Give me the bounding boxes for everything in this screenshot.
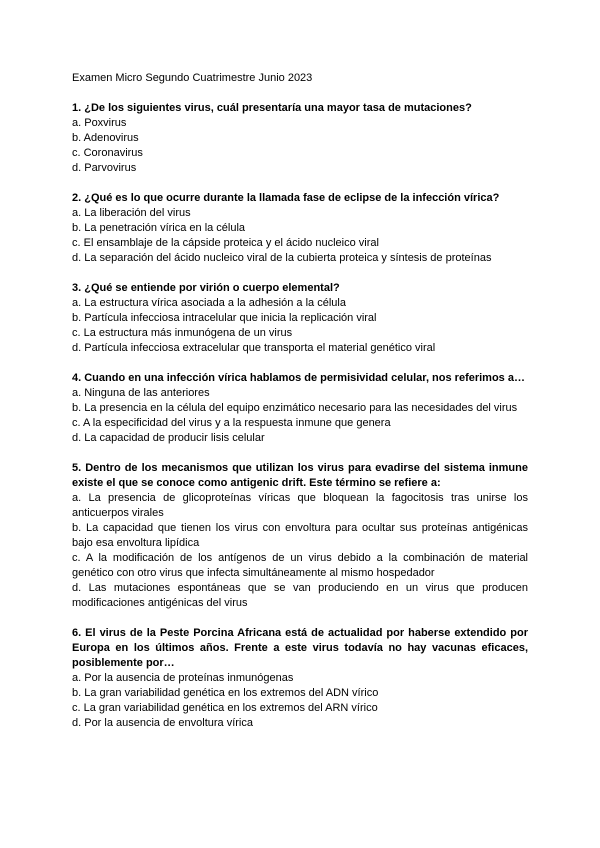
question-2 (72, 191, 528, 266)
option-a: a. Poxvirus (72, 117, 127, 129)
option-b: b. La capacidad que tienen los virus con envoltura para ocultar sus proteínas antigénicas bajo esa envoltura lipídica (72, 522, 528, 549)
option-d: d. Partícula infecciosa extracelular que transporta el material genético viral (72, 342, 436, 354)
question-text: 2. ¿Qué es lo que ocurre durante la llamada fase de eclipse de la infección vírica? (72, 192, 500, 204)
option-c: c. Coronavirus (72, 147, 143, 159)
option-c: c. A la modificación de los antígenos de un virus debido a la combinación de material genético con otro virus que infecta simultáneamente al mismo hospedador (72, 552, 528, 579)
option-a: a. La liberación del virus (72, 207, 191, 219)
option-c: c. La gran variabilidad genética en los extremos del ARN vírico (72, 702, 378, 714)
question-4 (72, 371, 528, 446)
document-title: Examen Micro Segundo Cuatrimestre Junio 2023 (72, 72, 313, 84)
option-c: c. La estructura más inmunógena de un virus (72, 327, 293, 339)
question-3 (72, 281, 528, 356)
question-5 (72, 461, 528, 611)
option-d: d. Parvovirus (72, 162, 137, 174)
option-b: b. La penetración vírica en la célula (72, 222, 246, 234)
option-d: d. Por la ausencia de envoltura vírica (72, 717, 253, 729)
option-c: c. A la especificidad del virus y a la respuesta inmune que genera (72, 417, 391, 429)
option-c: c. El ensamblaje de la cápside proteica y el ácido nucleico viral (72, 237, 379, 249)
option-a: a. La estructura vírica asociada a la adhesión a la célula (72, 297, 346, 309)
option-b: b. Adenovirus (72, 132, 139, 144)
question-text: 3. ¿Qué se entiende por virión o cuerpo elemental? (72, 282, 340, 294)
option-d: d. La capacidad de producir lisis celular (72, 432, 265, 444)
option-d: d. La separación del ácido nucleico viral de la cubierta proteica y síntesis de proteínas (72, 252, 492, 264)
question-text: 1. ¿De los siguientes virus, cuál presentaría una mayor tasa de mutaciones? (72, 102, 472, 114)
option-b: b. La presencia en la célula del equipo enzimático necesario para las necesidades del virus (72, 402, 518, 414)
option-a: a. Por la ausencia de proteínas inmunógenas (72, 672, 294, 684)
question-text: 6. El virus de la Peste Porcina Africana está de actualidad por haberse extendido por Europa en los últimos años. Frente a este virus todavía no hay vacunas eficaces, posiblemente por… (72, 627, 528, 669)
exam-page (72, 71, 528, 746)
option-b: b. Partícula infecciosa intracelular que inicia la replicación viral (72, 312, 377, 324)
question-1 (72, 101, 528, 176)
option-a: a. Ninguna de las anteriores (72, 387, 210, 399)
option-d: d. Las mutaciones espontáneas que se van produciendo en un virus que producen modificaciones antigénicas del virus (72, 582, 528, 609)
question-6 (72, 626, 528, 731)
option-b: b. La gran variabilidad genética en los extremos del ADN vírico (72, 687, 379, 699)
option-a: a. La presencia de glicoproteínas víricas que bloquean la fagocitosis tras unirse los anticuerpos virales (72, 492, 528, 519)
question-text: 4. Cuando en una infección vírica hablamos de permisividad celular, nos referimos a… (72, 372, 525, 384)
question-text: 5. Dentro de los mecanismos que utilizan los virus para evadirse del sistema inmune existe el que se conoce como antigenic drift. Este término se refiere a: (72, 462, 528, 489)
